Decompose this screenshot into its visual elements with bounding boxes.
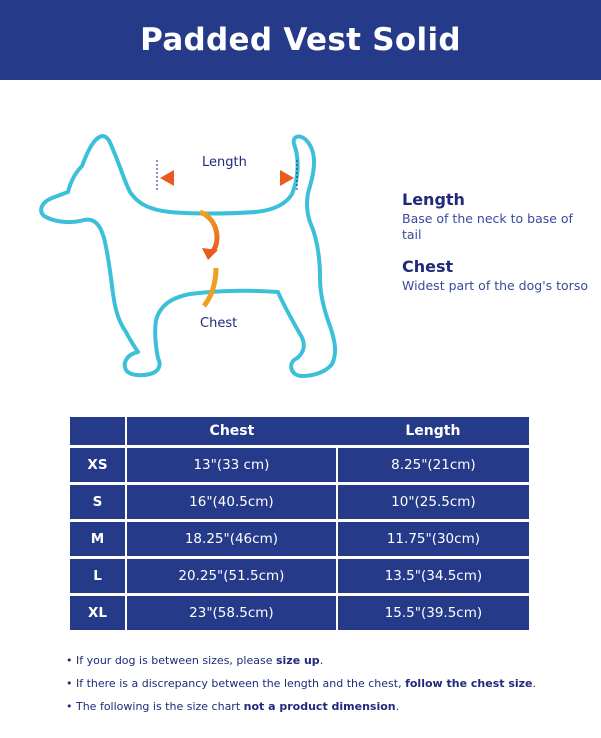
dog-outline — [41, 136, 335, 376]
chest-arrowhead — [202, 248, 218, 260]
size-chart-table — [70, 417, 529, 633]
note-emphasis: not a product dimension — [243, 700, 396, 713]
length-cell: 15.5"(39.5cm) — [337, 595, 529, 632]
length-cell: 11.75"(30cm) — [337, 521, 529, 558]
length-cell: 10"(25.5cm) — [337, 484, 529, 521]
table-row — [70, 484, 529, 521]
note-item — [66, 677, 586, 691]
chest-cell: 13"(33 cm) — [126, 447, 337, 484]
length-cell: 8.25"(21cm) — [337, 447, 529, 484]
note-text: • If your dog is between sizes, please — [66, 654, 276, 667]
table-row — [70, 447, 529, 484]
note-emphasis: size up — [275, 654, 320, 667]
title-banner — [0, 0, 601, 80]
legend-desc: Widest part of the dog's torso — [402, 278, 588, 293]
note-item — [66, 654, 586, 668]
legend-item-length — [402, 190, 592, 243]
table-row — [70, 521, 529, 558]
note-emphasis: follow the chest size — [405, 677, 533, 690]
chest-arrow — [200, 212, 217, 252]
table-header-row — [70, 417, 529, 447]
table-row — [70, 595, 529, 632]
size-cell: M — [70, 521, 126, 558]
dog-measurement-diagram — [30, 120, 360, 400]
legend-term: Length — [402, 190, 465, 209]
size-notes — [66, 654, 586, 723]
table-header-length: Length — [337, 417, 529, 447]
size-cell: S — [70, 484, 126, 521]
note-text: • The following is the size chart — [66, 700, 244, 713]
table-header-blank — [70, 417, 126, 447]
size-cell: XL — [70, 595, 126, 632]
note-end: . — [395, 700, 400, 713]
length-cell: 13.5"(34.5cm) — [337, 558, 529, 595]
note-end: . — [319, 654, 324, 667]
note-text: • If there is a discrepancy between the length and the chest, — [66, 677, 406, 690]
chest-cell: 16"(40.5cm) — [126, 484, 337, 521]
length-arrowhead-left — [160, 170, 174, 186]
legend-desc: Base of the neck to base of tail — [402, 211, 573, 242]
length-label: Length — [202, 155, 247, 170]
length-arrowhead-right — [280, 170, 294, 186]
chest-cell: 23"(58.5cm) — [126, 595, 337, 632]
note-item — [66, 700, 586, 714]
size-cell: L — [70, 558, 126, 595]
table-row — [70, 558, 529, 595]
table-header-chest: Chest — [126, 417, 337, 447]
legend-item-chest — [402, 257, 592, 294]
note-end: . — [532, 677, 537, 690]
chest-cell: 18.25"(46cm) — [126, 521, 337, 558]
chest-label: Chest — [200, 316, 238, 331]
legend-term: Chest — [402, 257, 454, 276]
measurement-legend — [402, 190, 592, 308]
size-cell: XS — [70, 447, 126, 484]
page-title: Padded Vest Solid — [140, 22, 461, 58]
chest-cell: 20.25"(51.5cm) — [126, 558, 337, 595]
chest-arc-lower — [204, 268, 216, 306]
